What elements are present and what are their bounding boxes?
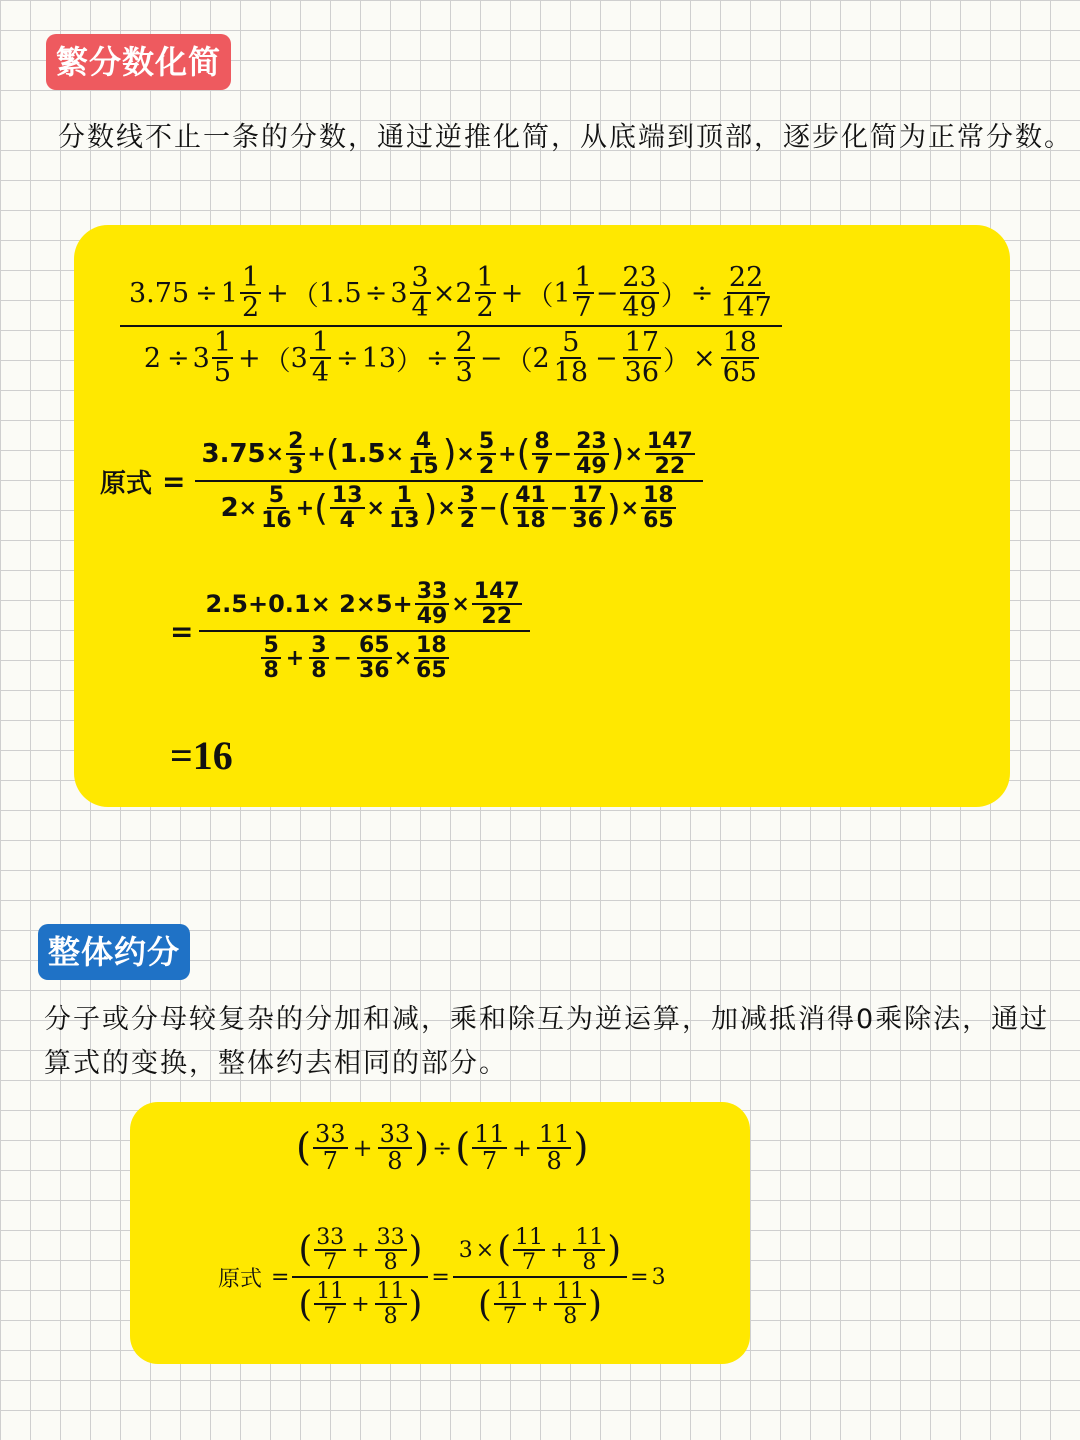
step-2-numerator: [199, 578, 529, 632]
denominator: 7: [534, 454, 550, 480]
result: 3: [651, 1264, 666, 1290]
numerator: 11: [556, 1279, 585, 1305]
fraction: [286, 430, 305, 478]
paren: (: [497, 1229, 511, 1271]
denominator: 4: [339, 508, 355, 534]
operator: ×: [693, 342, 716, 374]
paren: (: [497, 487, 512, 529]
fraction: [375, 1226, 407, 1274]
number: 1.5: [318, 277, 362, 309]
fraction: [721, 326, 759, 389]
fraction: [494, 1280, 526, 1328]
paren: ): [610, 433, 625, 475]
denominator: 7: [502, 1304, 517, 1330]
math-symbol: 3: [458, 1237, 473, 1263]
fraction: [537, 1122, 572, 1174]
fraction: [387, 484, 422, 532]
equals: =: [162, 464, 186, 498]
overall-expression: [296, 1122, 588, 1174]
denominator: 18: [553, 357, 589, 389]
denominator: 7: [574, 292, 592, 324]
numerator: 2: [288, 429, 304, 454]
math-symbol: +: [530, 1291, 550, 1317]
numerator: 11: [514, 1225, 543, 1250]
math-symbol: ×: [393, 645, 413, 671]
equals: =: [630, 1264, 649, 1290]
original-expression: [120, 262, 782, 389]
number: 3: [192, 342, 210, 374]
denominator: 4: [311, 357, 330, 389]
math-symbol: ×: [624, 441, 643, 467]
paren: (: [298, 1229, 313, 1271]
number: 13: [361, 342, 397, 374]
math-symbol: ×: [238, 495, 258, 521]
fraction: [330, 484, 365, 532]
denominator: 8: [563, 1304, 578, 1330]
denominator: 3: [288, 454, 304, 480]
fraction: [532, 430, 551, 478]
numerator: 33: [379, 1120, 411, 1148]
denominator: 2: [241, 292, 260, 324]
paren: ): [607, 1229, 622, 1271]
denominator: 36: [358, 658, 390, 684]
math-symbol: −: [549, 495, 569, 521]
denominator: 15: [408, 454, 439, 480]
numerator: 22: [728, 262, 764, 293]
math-symbol: +: [511, 1134, 532, 1163]
denominator: 49: [576, 454, 607, 480]
solution-fraction-1: [292, 1224, 428, 1330]
math-symbol: +: [351, 1291, 370, 1317]
math-symbol: 2.5+0.1× 2×5+: [205, 590, 413, 619]
operator: ÷: [364, 277, 388, 309]
fraction: [314, 1226, 346, 1274]
numerator: 23: [576, 429, 607, 454]
denominator: 49: [416, 604, 448, 630]
fraction: [212, 326, 233, 389]
denominator: 8: [263, 658, 279, 684]
denominator: 5: [213, 357, 232, 389]
denominator: 22: [481, 604, 513, 630]
paren: （: [526, 280, 554, 312]
paren: （: [505, 345, 533, 377]
denominator: 7: [322, 1147, 338, 1176]
math-symbol: ×: [265, 441, 285, 467]
math-symbol: +: [352, 1134, 373, 1163]
fraction: [375, 1280, 407, 1328]
denominator: 65: [416, 658, 447, 684]
paren: (: [296, 1124, 311, 1170]
numerator: 17: [572, 483, 603, 509]
denominator: 7: [481, 1147, 498, 1176]
operator: ÷: [426, 342, 449, 374]
expression-numerator: [120, 262, 782, 327]
denominator: 3: [455, 357, 473, 389]
paren: ）: [663, 345, 690, 377]
math-symbol: [453, 1224, 627, 1278]
paren: ): [573, 1124, 589, 1170]
math-symbol: 3.75: [201, 439, 266, 470]
label-original: 原式: [218, 1266, 263, 1292]
fraction: [620, 264, 658, 323]
result: =16: [170, 733, 233, 778]
paren: ): [408, 1283, 423, 1325]
numerator: 1: [396, 483, 412, 509]
denominator: 147: [720, 292, 772, 324]
numerator: 33: [314, 1120, 346, 1148]
operator: ÷: [167, 342, 190, 374]
operator: +: [266, 277, 289, 309]
step-1-fraction: [195, 428, 702, 534]
numerator: 1: [476, 262, 494, 293]
numerator: 23: [622, 262, 657, 293]
math-symbol: +: [285, 645, 305, 671]
fraction: [513, 1226, 545, 1274]
number: 2: [143, 342, 162, 374]
fraction: [261, 634, 280, 682]
numerator: 3: [459, 483, 476, 509]
expression-denominator: [120, 327, 782, 390]
numerator: 17: [624, 326, 659, 358]
section-description: 分数线不止一条的分数，通过逆推化简，从底端到顶部，逐步化简为正常分数。: [58, 122, 1073, 153]
numerator: 147: [646, 429, 693, 454]
step-2-fraction: [199, 578, 529, 684]
fraction: [554, 1280, 586, 1328]
section-description: 分子或分母较复杂的分加和减，乘和除互为逆运算，加减抵消得0乘除法，通过算式的变换，整体约去相同的部分。: [44, 1004, 1050, 1079]
expression-fraction: [120, 262, 782, 389]
number: 1: [220, 277, 238, 309]
paren: (: [478, 1283, 492, 1325]
fraction: [310, 326, 331, 389]
fraction: [623, 326, 661, 389]
fraction: [475, 264, 496, 323]
numerator: 5: [562, 326, 580, 358]
step-1-numerator: [195, 428, 702, 482]
numerator: 1: [213, 326, 232, 358]
numerator: 5: [268, 483, 285, 509]
paren: （: [263, 345, 291, 377]
numerator: 18: [416, 633, 447, 659]
numerator: 33: [416, 579, 448, 604]
number: 3: [290, 342, 308, 374]
numerator: 33: [376, 1225, 405, 1250]
math-symbol: ×: [620, 495, 640, 521]
numerator: 13: [331, 483, 363, 509]
operator: −: [479, 342, 503, 374]
numerator: 147: [473, 579, 520, 604]
operator: −: [595, 342, 618, 374]
numerator: 3: [311, 633, 327, 659]
fraction: [259, 484, 294, 532]
paren: ): [606, 487, 621, 529]
fraction: [472, 1122, 507, 1174]
number: 2: [455, 277, 473, 309]
denominator: 8: [383, 1250, 398, 1276]
paren: (: [455, 1124, 471, 1170]
numerator: 11: [495, 1279, 524, 1305]
math-symbol: −: [479, 495, 498, 521]
operator: −: [595, 277, 619, 309]
section-tag-complex-fraction: 繁分数化简: [46, 34, 231, 90]
math-symbol: −: [333, 645, 352, 671]
step-2: [170, 578, 530, 684]
numerator: 65: [358, 633, 390, 659]
denominator: 4: [411, 292, 429, 324]
step-2-denominator: [199, 632, 529, 684]
paren: ）: [660, 280, 688, 312]
fraction: [410, 264, 431, 323]
numerator: 4: [415, 429, 432, 454]
numerator: 5: [478, 429, 495, 454]
math-symbol: ×: [451, 591, 470, 617]
operator: ÷: [690, 277, 714, 309]
fraction: [477, 430, 496, 478]
paren: (: [325, 433, 340, 475]
math-symbol: ×: [437, 495, 456, 521]
math-symbol: +: [498, 441, 517, 467]
math-symbol: ×: [456, 441, 475, 467]
fraction: [313, 1122, 348, 1174]
numerator: 3: [411, 262, 429, 293]
fraction: [454, 326, 475, 389]
number: 1: [553, 277, 571, 309]
fraction: [573, 1226, 605, 1274]
paren: ): [414, 1124, 430, 1170]
operator: ÷: [336, 342, 359, 374]
math-symbol: +: [549, 1237, 569, 1263]
fraction: [314, 1280, 346, 1328]
fraction: [240, 264, 261, 323]
denominator: 8: [546, 1147, 562, 1176]
math-symbol: ×: [366, 495, 385, 521]
denominator: 8: [582, 1250, 597, 1276]
math-symbol: [292, 1278, 428, 1330]
equals: =: [431, 1264, 450, 1290]
numerator: 1: [574, 262, 592, 293]
paren: ): [423, 487, 438, 529]
operator: ×: [432, 277, 456, 309]
fraction: [573, 264, 594, 323]
math-symbol: −: [553, 441, 573, 467]
denominator: 65: [722, 357, 757, 389]
paren: (: [314, 487, 328, 529]
math-symbol: +: [295, 495, 315, 521]
denominator: 2: [476, 292, 494, 324]
paren: ): [442, 433, 457, 475]
denominator: 36: [624, 357, 659, 389]
numerator: 11: [474, 1120, 505, 1148]
numerator: 18: [722, 326, 757, 358]
number: 3: [390, 277, 408, 309]
step-1-denominator: [195, 482, 702, 534]
fraction: [414, 634, 449, 682]
fraction: [574, 430, 609, 478]
denominator: 8: [387, 1147, 403, 1176]
denominator: 16: [261, 508, 292, 534]
math-symbol: +: [307, 441, 326, 467]
math-symbol: 1.5: [339, 439, 386, 470]
denominator: 7: [323, 1304, 338, 1330]
denominator: 36: [572, 508, 603, 534]
paren: （: [291, 280, 319, 312]
fraction: [309, 634, 328, 682]
fraction: [378, 1122, 413, 1174]
number: 3.75: [129, 277, 190, 309]
fraction: [718, 264, 774, 323]
step-1: [100, 428, 703, 534]
numerator: 11: [575, 1225, 604, 1250]
denominator: 8: [383, 1304, 398, 1330]
numerator: 5: [263, 633, 279, 659]
fraction: [458, 484, 477, 532]
fraction: [406, 430, 441, 478]
denominator: 8: [311, 658, 327, 684]
numerator: 1: [311, 326, 330, 358]
denominator: 13: [388, 508, 420, 534]
numerator: 11: [316, 1279, 345, 1305]
fraction: [357, 634, 392, 682]
paren: ）: [396, 345, 424, 377]
math-symbol: [453, 1278, 627, 1330]
numerator: 41: [515, 483, 546, 509]
denominator: 2: [459, 508, 476, 534]
equals: =: [170, 614, 194, 648]
denominator: 49: [622, 292, 657, 324]
paren: (: [298, 1283, 313, 1325]
paren: ): [588, 1283, 602, 1325]
denominator: 22: [654, 454, 686, 480]
fraction: [645, 430, 695, 478]
paren: (: [516, 433, 531, 475]
math-symbol: ×: [385, 441, 405, 467]
numerator: 18: [643, 483, 674, 509]
fraction: [415, 580, 450, 628]
solution-fraction-2: [453, 1224, 627, 1330]
operator: +: [238, 342, 261, 374]
equals: =: [271, 1264, 290, 1290]
numerator: 33: [316, 1225, 345, 1250]
label-original: 原式: [100, 468, 153, 499]
operator: ÷: [195, 277, 218, 309]
operator: ÷: [432, 1134, 453, 1163]
numerator: 1: [241, 262, 260, 293]
denominator: 7: [323, 1250, 338, 1276]
fraction: [641, 484, 676, 532]
number: 2: [532, 342, 550, 374]
overall-solution: [218, 1224, 666, 1330]
section-tag-overall-reduction: 整体约分: [38, 924, 190, 980]
numerator: 11: [376, 1279, 405, 1305]
fraction: [472, 580, 522, 628]
numerator: 11: [538, 1120, 570, 1148]
math-symbol: [292, 1224, 428, 1278]
paren: ): [408, 1229, 423, 1271]
denominator: 7: [521, 1250, 536, 1276]
operator: +: [500, 277, 524, 309]
math-symbol: ×: [475, 1237, 495, 1263]
denominator: 2: [478, 454, 495, 480]
denominator: 18: [515, 508, 546, 534]
math-symbol: 2: [220, 493, 239, 524]
numerator: 2: [455, 326, 473, 358]
numerator: 8: [534, 429, 550, 454]
math-symbol: +: [351, 1237, 370, 1263]
denominator: 65: [643, 508, 674, 534]
fraction: [552, 326, 590, 389]
fraction: [513, 484, 548, 532]
fraction: [570, 484, 605, 532]
